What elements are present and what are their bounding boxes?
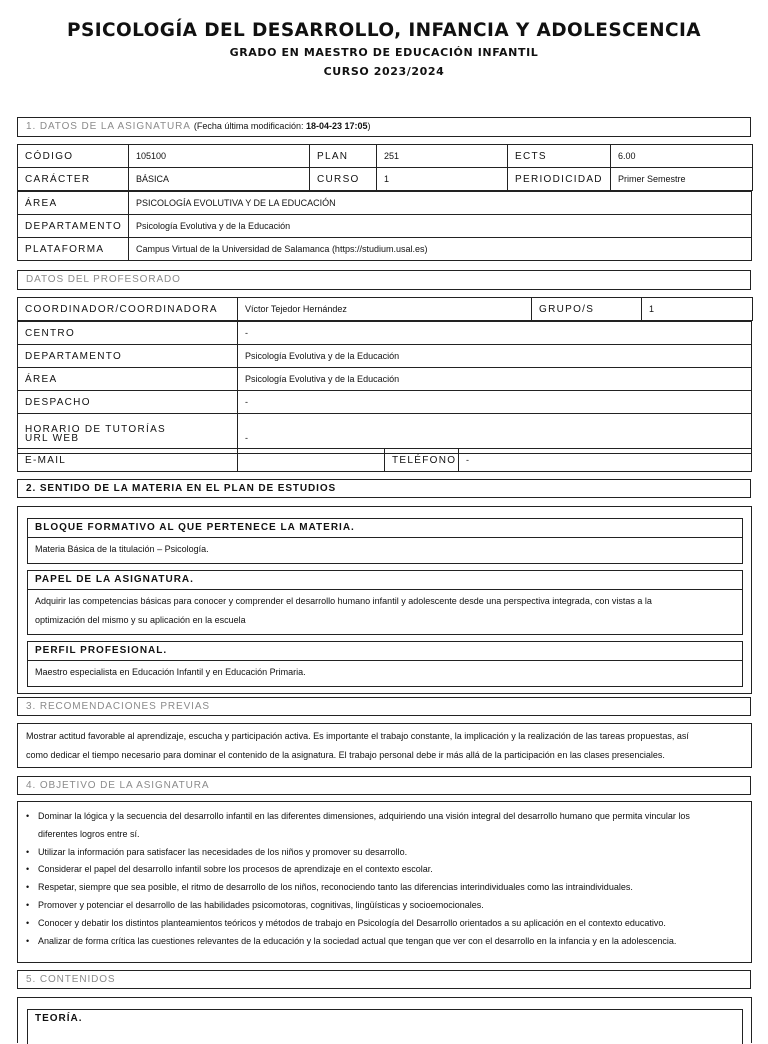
url-value: - — [238, 414, 752, 454]
despacho-label: DESPACHO — [18, 391, 238, 414]
curso-value: 1 — [377, 168, 508, 191]
curso-label: CURSO — [310, 168, 377, 191]
departamento-value: Psicología Evolutiva y de la Educación — [129, 215, 752, 238]
list-item: • Dominar la lógica y la secuencia del desarrollo infantil en las diferentes dimensiones, adquiriendo una visión integral del desarrollo humano que permita vincular los — [38, 808, 743, 826]
table-row — [18, 145, 753, 168]
last-modified-note: (Fecha última modificación: 18-04-23 17:05) — [193, 121, 371, 131]
section-5-title: 5. CONTENIDOS — [26, 974, 116, 985]
perfil-profesional-title: PERFIL PROFESIONAL. — [28, 642, 742, 661]
degree-title: GRADO EN MAESTRO DE EDUCACIÓN INFANTIL — [229, 46, 539, 59]
table-row — [18, 215, 752, 238]
teoria-title: TEORÍA. — [35, 1013, 83, 1024]
objectives-list — [18, 802, 751, 956]
section-2-body — [17, 506, 752, 694]
list-item: • Analizar de forma crítica las cuestiones relevantes de la educación y la sociedad actual que tengan que ver con el desarrollo en la infancia y en la adolescencia. — [38, 933, 743, 951]
caracter-value: BÁSICA — [129, 168, 310, 191]
ects-label: ECTS — [508, 145, 611, 168]
centro-value: - — [238, 322, 752, 345]
table-row — [18, 322, 752, 345]
coordinador-value: Víctor Tejedor Hernández — [238, 298, 532, 321]
list-item: • Conocer y debatir los distintos planteamientos teóricos y métodos de trabajo en Psicología del Desarrollo orientados a su aplicación en el contexto educativo. — [38, 915, 743, 933]
plataforma-label: PLATAFORMA — [18, 238, 129, 261]
list-item: diferentes logros entre sí. — [38, 828, 140, 839]
section-5-header — [17, 970, 751, 989]
document-title: PSICOLOGÍA DEL DESARROLLO, INFANCIA Y ADOLESCENCIA — [67, 20, 701, 41]
section-5-body — [17, 997, 752, 1043]
bloque-formativo-box — [27, 518, 743, 564]
coordinador-label: COORDINADOR/COORDINADORA — [18, 298, 238, 321]
perfil-profesional-text: Maestro especialista en Educación Infantil y en Educación Primaria. — [35, 667, 306, 677]
papel-asignatura-title: PAPEL DE LA ASIGNATURA. — [28, 571, 742, 590]
section-3-body — [17, 723, 752, 768]
ects-value: 6.00 — [611, 145, 753, 168]
table-row — [18, 298, 753, 321]
section-2-header — [17, 479, 751, 498]
papel-asignatura-text-1: Adquirir las competencias básicas para conocer y comprender el desarrollo humano infantil y adolescente desde una perspectiva integrada, con vistas a la — [35, 596, 652, 606]
section-2-title: 2. SENTIDO DE LA MATERIA EN EL PLAN DE ESTUDIOS — [26, 483, 337, 494]
grupos-value: 1 — [642, 298, 753, 321]
document-header — [0, 19, 768, 81]
recomendaciones-text-2: como dedicar el tiempo necesario para dominar el contenido de la asignatura. El trabajo personal debe ir más allá de la participación en las clases presenciales. — [26, 750, 665, 760]
profesorado-contact-table — [17, 448, 752, 472]
subject-area-table — [17, 191, 752, 261]
table-row — [18, 345, 752, 368]
area-label: ÁREA — [18, 192, 129, 215]
section-3-header — [17, 697, 751, 716]
prof-departamento-label: DEPARTAMENTO — [18, 345, 238, 368]
table-row — [18, 168, 753, 191]
email-label: E-MAIL — [18, 449, 238, 472]
telefono-label: TELÉFONO — [385, 449, 459, 472]
periodicidad-label: PERIODICIDAD — [508, 168, 611, 191]
section-4-body — [17, 801, 752, 963]
list-item: • Respetar, siempre que sea posible, el ritmo de desarrollo de los niños, reconociendo tanto las diferencias interindividuales como las intraindividuales. — [38, 879, 743, 897]
table-row — [18, 368, 752, 391]
telefono-value: - — [459, 449, 752, 472]
horario-label: HORARIO DE TUTORÍAS — [25, 423, 167, 435]
perfil-profesional-box — [27, 641, 743, 687]
despacho-value: - — [238, 391, 752, 414]
prof-area-label: ÁREA — [18, 368, 238, 391]
subject-data-table — [17, 144, 753, 191]
section-4-title: 4. OBJETIVO DE LA ASIGNATURA — [26, 780, 210, 791]
bloque-formativo-title: BLOQUE FORMATIVO AL QUE PERTENECE LA MATERIA. — [28, 519, 742, 538]
prof-departamento-value: Psicología Evolutiva y de la Educación — [238, 345, 752, 368]
list-item: • Promover y potenciar el desarrollo de las habilidades psicomotoras, cognitivas, lingüísticas y socioemocionales. — [38, 897, 743, 915]
list-item: • Considerar el papel del desarrollo infantil sobre los procesos de aprendizaje en el contexto escolar. — [38, 861, 743, 879]
section-4-header — [17, 776, 751, 795]
bloque-formativo-text: Materia Básica de la titulación – Psicología. — [35, 544, 209, 554]
plan-label: PLAN — [310, 145, 377, 168]
section-1-title: 1. DATOS DE LA ASIGNATURA — [26, 121, 191, 132]
recomendaciones-text-1: Mostrar actitud favorable al aprendizaje, escucha y participación activa. Es importante el trabajo constante, la implicación y la realización de las tareas propuestas, así — [26, 731, 689, 741]
url-label: URL WEB — [25, 432, 80, 444]
codigo-label: CÓDIGO — [18, 145, 129, 168]
profesorado-coord-table — [17, 297, 753, 321]
section-3-title: 3. RECOMENDACIONES PREVIAS — [26, 701, 210, 712]
table-row — [18, 238, 752, 261]
last-modified-date: 18-04-23 17:05 — [305, 121, 368, 131]
area-value: PSICOLOGÍA EVOLUTIVA Y DE LA EDUCACIÓN — [129, 192, 752, 215]
table-row — [18, 391, 752, 414]
profesorado-title: DATOS DEL PROFESORADO — [26, 274, 181, 285]
papel-asignatura-text-2: optimización del mismo y su aplicación en la escuela — [35, 615, 246, 625]
periodicidad-value: Primer Semestre — [611, 168, 753, 191]
departamento-label: DEPARTAMENTO — [18, 215, 129, 238]
plataforma-value: Campus Virtual de la Universidad de Salamanca (https://studium.usal.es) — [129, 238, 752, 261]
plan-value: 251 — [377, 145, 508, 168]
centro-label: CENTRO — [18, 322, 238, 345]
grupos-label: GRUPO/S — [532, 298, 642, 321]
table-row — [18, 192, 752, 215]
profesorado-header — [17, 270, 751, 290]
email-value — [238, 449, 385, 472]
papel-asignatura-box — [27, 570, 743, 635]
course-year: CURSO 2023/2024 — [323, 65, 445, 78]
caracter-label: CARÁCTER — [18, 168, 129, 191]
list-item: • Utilizar la información para satisfacer las necesidades de los niños y promover su desarrollo. — [38, 844, 743, 862]
profesorado-data-table — [17, 321, 752, 454]
table-row — [18, 449, 752, 472]
codigo-value: 105100 — [129, 145, 310, 168]
prof-area-value: Psicología Evolutiva y de la Educación — [238, 368, 752, 391]
teoria-box — [27, 1009, 743, 1044]
section-1-header — [17, 117, 751, 137]
